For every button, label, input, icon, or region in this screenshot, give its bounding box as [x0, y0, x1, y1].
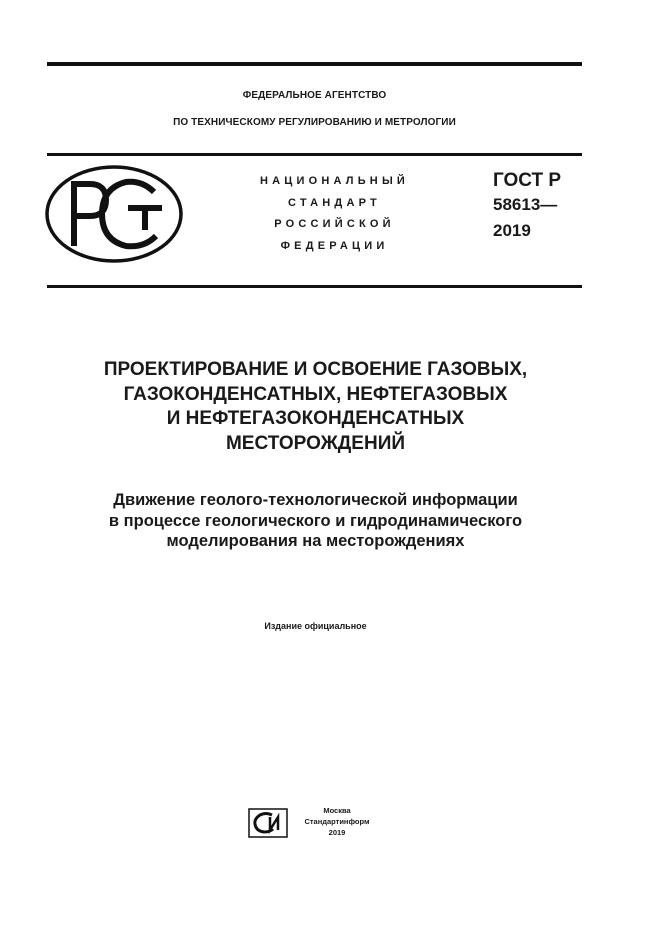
national-standard-line: РОССИЙСКОЙ: [274, 218, 395, 230]
title-line: МЕСТОРОЖДЕНИЙ: [225, 432, 406, 454]
edition-note: Издание официальное: [264, 621, 367, 631]
bottom-rule: [47, 285, 582, 288]
gost-number: 58613—: [493, 195, 558, 214]
document-subtitle: [40, 490, 591, 552]
national-standard-line: СТАНДАРТ: [288, 196, 381, 209]
subtitle-line: моделирования на месторождениях: [166, 532, 465, 550]
title-line: ГАЗОКОНДЕНСАТНЫХ, НЕФТЕГАЗОВЫХ: [123, 383, 508, 405]
gost-label: ГОСТ Р: [493, 170, 562, 191]
gost-year: 2019: [493, 221, 531, 240]
publisher-year: 2019: [328, 828, 346, 837]
top-rule: [47, 62, 582, 66]
agency-name-line-2: ПО ТЕХНИЧЕСКОМУ РЕГУЛИРОВАНИЮ И МЕТРОЛОГИИ: [173, 117, 456, 128]
middle-rule: [47, 153, 582, 156]
publisher-city: Москва: [323, 806, 351, 815]
subtitle-line: в процессе геологического и гидродинамического: [108, 511, 523, 530]
agency-name-line-1: ФЕДЕРАЛЬНОЕ АГЕНТСТВО: [242, 90, 387, 101]
rst-certification-logo-icon: [44, 164, 184, 264]
gost-designation: [493, 169, 561, 244]
title-line: ПРОЕКТИРОВАНИЕ И ОСВОЕНИЕ ГАЗОВЫХ,: [103, 359, 528, 380]
publisher-name: Стандартинформ: [304, 817, 370, 826]
subtitle-line: Движение геолого-технологической информации: [113, 491, 518, 509]
title-line: И НЕФТЕГАЗОКОНДЕНСАТНЫХ: [166, 408, 465, 429]
standartinform-logo-icon: [248, 808, 288, 838]
national-standard-line: НАЦИОНАЛЬНЫЙ: [259, 175, 410, 187]
document-title: [40, 358, 591, 456]
national-standard-line: ФЕДЕРАЦИИ: [280, 239, 389, 252]
national-standard-label: [232, 171, 437, 257]
publisher-info: [300, 805, 374, 838]
